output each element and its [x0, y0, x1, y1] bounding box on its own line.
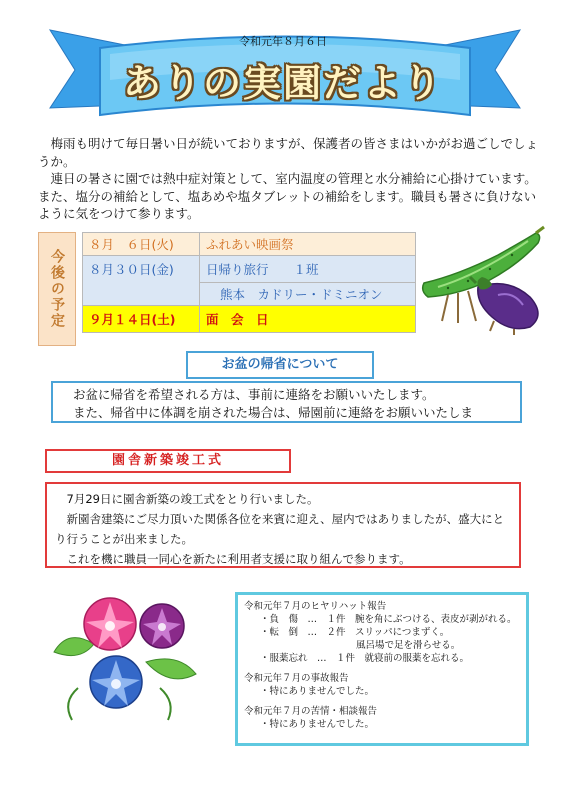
schedule-event: 面 会 日 [200, 306, 416, 333]
blue-flower-icon [90, 656, 142, 708]
schedule-event: 日帰り旅行 １班 [200, 256, 416, 283]
schedule-date: ８月３０日(金) [83, 256, 200, 306]
ceremony-line-3: これを機に職員一同心を新たに利用者支援に取り組んで参ります。 [66, 552, 411, 566]
accident-report [244, 672, 520, 698]
accident-item: ・特にありませんでした。 [260, 686, 375, 697]
hiyari-item: ・服薬忘れ … １件 就寝前の服薬を忘れる。 [260, 653, 470, 664]
obon-section-body [51, 381, 522, 423]
intro-text [38, 135, 538, 223]
schedule-event: 熊本 カドリー・ドミニオン [200, 283, 416, 306]
complaint-item: ・特にありませんでした。 [260, 719, 375, 730]
schedule-label: 今後の予定 [38, 232, 76, 346]
hiyari-item: 風呂場で足を滑らせる。 [356, 640, 461, 651]
schedule-row [83, 233, 416, 256]
intro-paragraph-1: 梅雨も明けて毎日暑い日が続いておりますが、保護者の皆さまはいかがお過ごしでしょうか。 [38, 136, 539, 169]
issue-date: 令和元年８月６日 [239, 35, 327, 48]
complaint-report-title: 令和元年７月の苦情・相談報告 [244, 706, 378, 717]
intro-paragraph-2: 連日の暑さに園では熱中症対策として、室内温度の管理と水分補給に心掛けています。また、塩分の補給として、塩あめや塩タブレットの補給をします。職員も暑さに負けないように気をつけて参ります。 [38, 171, 537, 221]
schedule-row [83, 306, 416, 333]
monthly-report-box [235, 592, 529, 746]
hiyari-report [244, 600, 520, 665]
pink-flower-icon [84, 598, 136, 650]
schedule-date: ９月１４日(土) [83, 306, 200, 333]
morning-glory-illustration [50, 592, 200, 727]
schedule-row [83, 256, 416, 283]
hiyari-item: ・負 傷 … １件 腕を角にぶつける、表皮が剥がれる。 [260, 614, 517, 625]
obon-line-1: お盆に帰省を希望される方は、事前に連絡をお願いいたします。 [73, 387, 435, 402]
obon-line-2: また、帰省中に体調を崩された場合は、帰園前に連絡をお願いいたしま [73, 405, 474, 420]
ceremony-section-title: 園舎新築竣工式 [45, 449, 291, 473]
vegetables-illustration [418, 225, 550, 335]
hiyari-report-title: 令和元年７月のヒヤリハット報告 [244, 601, 387, 612]
hiyari-item: ・転 倒 … ２件 スリッパにつまずく。 [260, 627, 450, 638]
ceremony-line-2: 新園舎建築にご尽力頂いた関係各位を来賓に迎え、屋内ではありましたが、盛大にとり行うことが出来ました。 [55, 512, 505, 546]
schedule-date: ８月 ６日(火) [83, 233, 200, 256]
obon-section-title: お盆の帰省について [186, 351, 374, 379]
schedule-table [82, 232, 416, 333]
newsletter-title: ありの実園だより [122, 61, 443, 105]
schedule-event: ふれあい映画祭 [200, 233, 416, 256]
eggplant-icon [470, 277, 538, 335]
accident-report-title: 令和元年７月の事故報告 [244, 673, 349, 684]
purple-flower-icon [140, 604, 184, 648]
complaint-report [244, 705, 520, 731]
ceremony-line-1: 7月29日に園舎新築の竣工式をとり行いました。 [66, 492, 319, 506]
ceremony-section-body [45, 482, 521, 568]
